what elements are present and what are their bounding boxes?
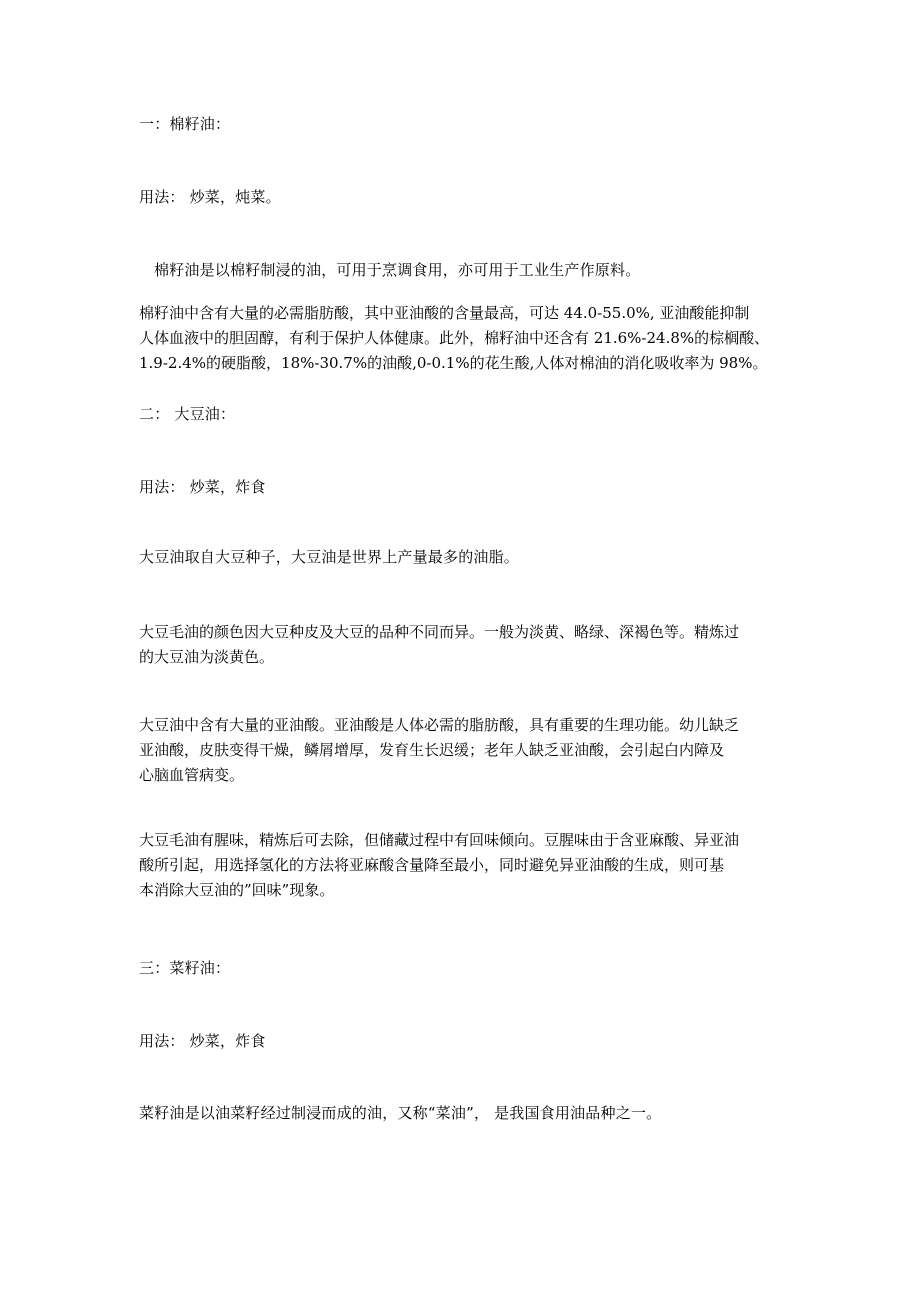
section-2-paragraph-2 [139, 620, 787, 670]
section-2-p4-line: 本消除大豆油的”回味”现象。 [139, 881, 335, 899]
section-2-paragraph-1: 大豆油取自大豆种子，大豆油是世界上产量最多的油脂。 [139, 548, 520, 566]
section-3-usage: 用法： 炒菜，炸食 [139, 1032, 266, 1050]
section-2-paragraph-4 [139, 828, 787, 903]
section-2-p2-line: 大豆毛油的颜色因大豆种皮及大豆的品种不同而异。一般为淡黄、略绿、深褐色等。精炼过 [139, 623, 740, 641]
section-1-body-line: 1.9-2.4%的硬脂酸，18%-30.7%的油酸,0-0.1%的花生酸,人体对棉油的消化吸收率为 98%。 [139, 354, 768, 372]
section-2-p3-line: 心脑血管病变。 [139, 766, 245, 784]
section-2-heading: 二： 大豆油： [139, 405, 236, 423]
section-3-heading: 三：菜籽油： [139, 959, 231, 977]
section-1-body-line: 棉籽油中含有大量的必需脂肪酸，其中亚油酸的含量最高，可达 44.0-55.0%, 亚油酸能抑制 [139, 304, 750, 322]
section-1-usage: 用法： 炒菜，炖菜。 [139, 188, 281, 206]
section-1-intro: 棉籽油是以棉籽制浸的油，可用于烹调食用，亦可用于工业生产作原料。 [154, 261, 641, 279]
section-2-p4-line: 酸所引起，用选择氢化的方法将亚麻酸含量降至最小，同时避免异亚油酸的生成，则可基 [139, 856, 725, 874]
section-3-paragraph-1: 菜籽油是以油菜籽经过制浸而成的油，又称“菜油”， 是我国食用油品种之一。 [139, 1104, 662, 1122]
section-1-heading: 一：棉籽油： [139, 115, 231, 133]
section-1-body-line: 人体血液中的胆固醇，有利于保护人体健康。此外，棉籽油中还含有 21.6%-24.8%的棕榈酸、 [139, 329, 770, 347]
section-2-p3-line: 亚油酸，皮肤变得干燥，鳞屑增厚，发育生长迟缓；老年人缺乏亚油酸，会引起白内障及 [139, 741, 725, 759]
section-2-p2-line: 的大豆油为淡黄色。 [139, 648, 275, 666]
section-1-body [139, 301, 787, 376]
section-2-paragraph-3 [139, 713, 787, 788]
section-2-p4-line: 大豆毛油有腥味，精炼后可去除，但储藏过程中有回味倾向。豆腥味由于含亚麻酸、异亚油 [139, 831, 740, 849]
section-2-p3-line: 大豆油中含有大量的亚油酸。亚油酸是人体必需的脂肪酸，具有重要的生理功能。幼儿缺乏 [139, 716, 740, 734]
section-2-usage: 用法： 炒菜，炸食 [139, 478, 266, 496]
